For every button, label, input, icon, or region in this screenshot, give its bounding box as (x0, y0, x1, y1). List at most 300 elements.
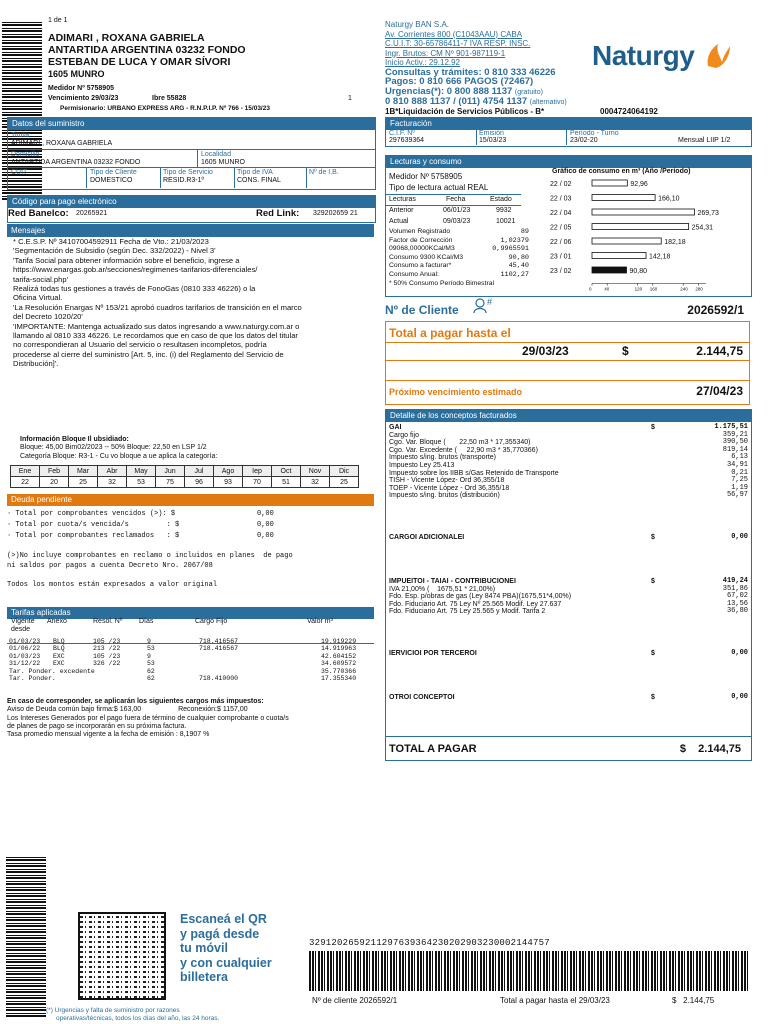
concept-label: TOEP - Vicente López - Ord 36,355/18 (389, 484, 510, 492)
chart-value-label: 92,96 (630, 181, 648, 188)
tarifas-col-header: Anexo (47, 618, 67, 625)
customer-street: ANTARTIDA ARGENTINA 03232 FONDO (48, 44, 246, 56)
concept-value: 13,56 (726, 599, 748, 608)
tarifas-cell: 326 /22 (93, 660, 121, 668)
concept-label: Fdo. Esp. p/obras de gas (Ley 8474 PBA)(1675,51*4,00%) (389, 593, 572, 601)
domicilio-label: Domicilio (11, 151, 40, 158)
chart-category-label: 22 / 02 (550, 181, 572, 188)
gratuito-label: (gratuito) (514, 88, 543, 96)
urg-line1: (*) Urgencias y falta de suministro por razones (46, 1007, 180, 1014)
lect-row-label: Consumo Anual: (389, 270, 439, 278)
concept-row (389, 462, 748, 470)
vencimiento-line: Vencimiento 29/03/23 (48, 95, 119, 102)
tarifas-cell: 53 (147, 660, 155, 668)
chart-bar (592, 238, 661, 244)
month-header-cell: Dic (330, 466, 359, 477)
concept-value: 36,80 (726, 607, 748, 616)
total-date: 29/03/23 (522, 344, 569, 358)
mensaje-line: Distribución]'. (13, 359, 59, 369)
concept-label: Impuesto sobre los IIBB s/Gas Retenido de Transporte (389, 469, 559, 477)
concept-row (389, 477, 748, 485)
cargos-title: CARGOI ADICIONALEI (389, 534, 465, 541)
lect-row-value: 1,02379 (500, 236, 529, 245)
alt-label: (alternativo) (529, 99, 567, 106)
deuda-row-label: · Total por comprobantes vencidos (>): $ (7, 510, 176, 518)
concept-row (389, 447, 748, 455)
lect-actual-estado: 10021 (496, 218, 516, 225)
localidad-label: Localidad (201, 151, 231, 158)
chart-category-label: 23 / 01 (550, 253, 572, 261)
month-header-cell: Abr (98, 466, 127, 477)
month-value-cell: 22 (11, 477, 40, 488)
company-address: Av. Corrientes 800 (C1043AAU) CABA (385, 29, 523, 39)
tarifas-row (9, 668, 374, 675)
company-inicio: Inicio Activ.: 29.12.92 (385, 58, 461, 67)
pagos-phone: Pagos: 0 810 666 PAGOS (72467) (385, 76, 534, 87)
tarifas-cell: 14.919963 (321, 645, 357, 653)
bloque-months-table (10, 465, 359, 488)
tarifas-col-header: Valor m³ (307, 618, 333, 625)
user-icon (473, 297, 495, 313)
tarifas-rows (9, 638, 374, 682)
month-value-cell: 96 (185, 477, 214, 488)
corresponder-info (7, 698, 289, 739)
month-value-cell: 32 (301, 477, 330, 488)
chart-category-label: 22 / 06 (550, 239, 572, 246)
mensaje-line: Oficina Virtual. (13, 293, 63, 303)
chart-bar (592, 253, 646, 259)
gas-rows (389, 432, 748, 500)
alt-phone: 0 810 888 1137 / (011) 4754 1137 (385, 96, 528, 107)
cargos-total: 0,00 (731, 533, 748, 541)
bloque-info (20, 436, 217, 461)
concept-label: Cgo. Var. Excedente ( 22,90 m3 * 35,770366) (389, 446, 538, 454)
month-value-cell: 25 (69, 477, 98, 488)
proximo-label: Próximo vencimiento estimado (389, 387, 523, 397)
cliente-line (385, 297, 750, 319)
tarifas-cell: 718.410000 (199, 674, 239, 682)
imp-row (389, 578, 748, 586)
bloque-line2: Categoría Bloque: R3-1 - Cu vo bloque a ue aplica la categoría: (20, 452, 218, 460)
lect-col-lecturas: Lecturas (389, 196, 416, 203)
tarifas-cell: Tar. Ponder. excedente (9, 667, 95, 675)
lect-row-value: 0,9965591 (492, 245, 529, 254)
mensaje-line: 'Tarifa Social para obtener información sobre el beneficio, ingrese a (13, 255, 240, 265)
total-label: Total a pagar hasta el (389, 326, 511, 340)
qr-code (78, 912, 166, 1000)
lect-col-estado: Estado (490, 196, 512, 203)
lecturas-header: Lecturas y consumo (386, 156, 751, 168)
chart-bar (592, 267, 627, 273)
chart-value-label: 166,10 (658, 195, 680, 203)
lect-row-label: Consumo 9300 KCal/M3 (389, 253, 464, 261)
imp-rows (389, 586, 748, 616)
gas-title: GAI (389, 424, 402, 431)
lect-col-fecha: Fecha (446, 196, 466, 203)
bloque-line1: Bloque: 45,00 Bim02/2023 -- 50% Bloque: 22,50 en LSP 1/2 (20, 444, 207, 452)
servicios-sign: $ (651, 650, 655, 657)
month-value-cell: 53 (127, 477, 156, 488)
grand-total-value: $ 2.144,75 (679, 743, 741, 755)
lect-medidor: Medidor Nº 5758905 (389, 172, 463, 181)
concept-value: 56,97 (726, 491, 748, 500)
lect-row-label: * 50% Consumo Período Bimestral (389, 279, 495, 287)
lect-summary (389, 228, 529, 288)
lect-actual-label: Actual (389, 218, 409, 225)
liquidacion-number: 0004724064192 (600, 107, 658, 116)
chart-tick-label: 0 (589, 286, 592, 292)
chart-bar (592, 195, 655, 201)
deuda-row (7, 520, 374, 531)
payment-code: 3291202659211297639364230202903230002144757 (309, 938, 550, 948)
lect-row-label: Volumen Registrado (389, 228, 451, 235)
month-header-cell: Oct (272, 466, 301, 477)
concept-row (389, 492, 748, 500)
tarifas-cell: 34.609572 (321, 660, 357, 668)
page-number: 1 de 1 (48, 17, 68, 24)
tarifas-cell: 01/06/22 (9, 645, 41, 653)
urgencias-phone: Urgencias(*): 0 800 888 1137 (385, 85, 513, 97)
imp-total: 419,24 (722, 577, 748, 585)
mensaje-line: 'IMPORTANTE: Mantenga actualizado sus datos ingresando a www.naturgy.com.ar o (13, 321, 300, 331)
ib-label: Nº de I.B. (309, 169, 339, 176)
chart-tick-label: 120 (634, 286, 643, 292)
tarifas-row (9, 653, 374, 660)
tarifas-cell: 19.919229 (321, 638, 357, 645)
customer-name: ADIMARI , ROXANA GABRIELA (48, 32, 205, 44)
total-box (385, 321, 750, 405)
mensajes-text (13, 237, 302, 369)
total-amount: 2.144,75 (696, 344, 743, 358)
deuda-note2: ni saldos por pagos a cuenta Decreto Nro. 2067/08 (7, 562, 213, 570)
mensajes-header: Mensajes (7, 225, 374, 237)
concept-value: 390,50 (722, 438, 748, 447)
lect-row-value: 90,80 (508, 253, 529, 262)
concept-row (389, 586, 748, 594)
concept-row (389, 601, 748, 609)
lect-row (389, 280, 529, 289)
qr-text-3: tu móvil (180, 941, 228, 955)
pago-header: Código para pago electrónico (8, 196, 375, 208)
tarifas-cell: 01/03/23 (9, 652, 41, 660)
cif-label: C.I.F. Nº (389, 130, 415, 137)
tipo-servicio-value: RESID.R3-1º (163, 177, 205, 184)
chart-bar (592, 209, 694, 215)
concept-value: 6,13 (731, 453, 748, 462)
corresponder-fees (7, 706, 289, 714)
mensaje-line: no correspondieran al Usuario del servicio o resultasen incompletos, podría (13, 340, 267, 350)
concept-value: 7,25 (731, 476, 748, 485)
qr-text-2: y pagá desde (180, 926, 260, 941)
chart-bar (592, 224, 689, 230)
naturgy-logo (592, 40, 694, 72)
lect-row-label: Consumo a facturar* (389, 262, 452, 270)
tipo-cliente-value: DOMESTICO (90, 177, 133, 184)
cif-value: 297639364 (389, 137, 425, 144)
pago-panel (7, 195, 376, 223)
chart-tick-label: 40 (604, 286, 610, 292)
concept-label: IVA 21,00% ( 1675,51 * 21,00%) (389, 585, 496, 593)
tarifas-cell: 718.416567 (199, 645, 239, 653)
concept-row (389, 439, 748, 447)
emision-value: 15/03/23 (479, 137, 507, 144)
mensaje-line: llamando al 0810 333 46226. Le recordamos que en caso de que los datos del titular (13, 331, 298, 341)
mensaje-line: tarifa-social.php' (13, 274, 69, 284)
tarifas-cell: 62 (147, 667, 155, 675)
tarifas-col-header: Cargo Fijo (195, 618, 228, 625)
concept-label: Impuesto Ley 25.413 (389, 461, 455, 469)
footer-cliente: Nº de cliente 2026592/1 (312, 996, 398, 1005)
lect-row (389, 262, 529, 271)
month-value-cell: 20 (40, 477, 69, 488)
lect-anterior-estado: 9932 (496, 207, 512, 214)
alt-line (385, 97, 567, 108)
deuda-row (7, 531, 374, 542)
month-value-cell: 75 (156, 477, 185, 488)
concept-row (389, 608, 748, 616)
deuda-rows (7, 509, 374, 542)
titular-value: ADIMARI , ROXANA GABRIELA (11, 140, 113, 147)
corresponder-title: En caso de corresponder, se aplicarán los siguientes cargos más impuestos: (7, 698, 264, 705)
tarifas-panel (7, 607, 374, 682)
month-header-cell: Iep (243, 466, 272, 477)
deuda-row (7, 509, 374, 520)
facturacion-panel (385, 117, 752, 147)
localidad-value: 1605 MUNRO (201, 159, 245, 166)
lect-row (389, 228, 529, 237)
suministro-header: Datos del suministro (8, 118, 375, 130)
customer-city: 1605 MUNRO (48, 69, 105, 79)
deuda-row-label: · Total por cuota/s vencida/s : $ (7, 521, 180, 529)
corresponder-l1: Los Intereses Generados por el pago fuera de término de cualquier comprobante o cuota/s (7, 714, 289, 722)
chart-category-label: 22 / 04 (550, 210, 572, 217)
month-header-cell: Nov (301, 466, 330, 477)
concept-value: 351,86 (722, 584, 748, 593)
total-currency: $ (622, 344, 629, 358)
tarifas-row (9, 660, 374, 667)
chart-category-label: 22 / 03 (550, 195, 572, 203)
deuda-row-label: · Total por comprobantes reclamados : $ (7, 532, 180, 540)
concept-row (389, 485, 748, 493)
titular-label: Titular (11, 132, 31, 139)
grand-total-label: TOTAL A PAGAR (389, 743, 477, 755)
cargos-row (389, 534, 748, 542)
concept-row (389, 432, 748, 440)
deuda-row-value: 0,00 (257, 521, 274, 529)
chart-value-label: 90,80 (629, 268, 648, 275)
mensaje-line: https://www.enargas.gob.ar/secciones/regimenes-tarifarios-diferenciales/ (13, 265, 258, 275)
company-ingr: Ingr. Brutos: CM Nº 901-987119-1 (385, 48, 506, 58)
servicios-total: 0,00 (731, 649, 748, 657)
tarifas-cell: BLQ (53, 645, 65, 653)
tarifas-row (9, 645, 374, 652)
cliente-label: Nº de Cliente (385, 303, 459, 317)
logo-text: Naturgy (592, 40, 695, 71)
month-header-cell: May (127, 466, 156, 477)
tarifas-cell: 9 (147, 652, 151, 660)
mensaje-line: del Decreto 1020/20' (13, 312, 83, 322)
tarifas-cell: Tar. Ponder. (9, 674, 56, 682)
concept-label: Impuesto s/ing. brutos (transporte) (389, 454, 496, 462)
mensaje-line: Realizá todas tus gestiones a través de FonoGas (0810 333 46226) o la (13, 284, 256, 294)
tipo-cliente-label: Tipo de Cliente (90, 169, 137, 176)
gas-total: 1.175,51 (714, 423, 748, 431)
chart-category-label: 22 / 05 (550, 224, 572, 232)
mensaje-line: 'Segmentación de Subsidio (según Dec. 332/2022) - Nivel 3' (13, 246, 216, 256)
months-value-row (11, 477, 359, 488)
concept-label: TISH - Vicente López- Ord 36,355/18 (389, 477, 505, 485)
concept-value: 0,21 (731, 468, 748, 477)
month-header-cell: Mar (69, 466, 98, 477)
chart-tick-label: 160 (649, 286, 658, 292)
aviso-fee: Aviso de Deuda común bajo firma:$ 163,00 (7, 706, 142, 714)
chart-bar (592, 180, 627, 186)
concept-value: 34,91 (726, 460, 748, 469)
concept-row (389, 454, 748, 462)
month-value-cell: 32 (98, 477, 127, 488)
link-value: 329202659 21 (313, 210, 358, 217)
urgencias-note (46, 1007, 219, 1022)
concept-row (389, 593, 748, 601)
tipo-iva-value: CONS. FINAL (237, 177, 281, 184)
link-label: Red Link: (256, 208, 300, 219)
lect-anterior-label: Anterior (389, 207, 414, 214)
month-header-cell: Jun (156, 466, 185, 477)
consultas-phone: Consultas y trámites: 0 810 333 46226 (385, 66, 556, 78)
lect-row-value: 1102,27 (500, 270, 529, 279)
footer-total: Total a pagar hasta el 29/03/23 (500, 996, 610, 1005)
lect-anterior-fecha: 06/01/23 (443, 207, 471, 214)
tarifas-cell: 31/12/22 (9, 660, 41, 668)
chart-value-label: 182,18 (664, 239, 686, 246)
otros-total: 0,00 (731, 693, 748, 701)
mensaje-line: 'La Resolución Enargas Nº 153/21 aprobó cuadros tarifarios de transición en el marco (13, 302, 302, 312)
lecturas-panel (385, 155, 752, 297)
gas-row (389, 424, 748, 432)
proximo-date: 27/04/23 (696, 384, 743, 398)
month-value-cell: 51 (272, 477, 301, 488)
tarifas-row (9, 675, 374, 682)
month-header-cell: Ene (11, 466, 40, 477)
concept-label: Cargo fijo (389, 431, 419, 439)
ibre-line: Ibre 55828 (152, 95, 187, 102)
corresponder-l2: de planes de pago se incorporarán en su próxima factura. (7, 722, 187, 730)
month-header-cell: Feb (40, 466, 69, 477)
tarifas-cell: EXC (53, 660, 65, 668)
tarifas-cell: 213 /22 (93, 645, 121, 653)
chart-tick-label: 240 (680, 286, 688, 292)
month-header-cell: Jul (185, 466, 214, 477)
cuit-label: CUIT (11, 169, 28, 176)
lect-row-value: 45,40 (508, 262, 529, 271)
tarifas-cell: 718.416567 (199, 638, 239, 645)
tarifas-cell: 105 /23 (93, 652, 121, 660)
domicilio-value: ANTARTIDA ARGENTINA 03232 FONDO (11, 159, 141, 166)
chart-value-label: 269,73 (697, 210, 719, 217)
tipo-iva-label: Tipo de IVA (237, 169, 273, 176)
medidor-line: Medidor Nº 5758905 (48, 85, 114, 92)
imp-title: IMPUEITOI - TAIAI - CONTRIBUCIONEI (389, 578, 516, 585)
tarifas-cell: EXC (53, 652, 65, 660)
qr-text-5: billetera (180, 970, 228, 984)
bottom-vertical-barcode (6, 857, 46, 1017)
consumo-chart (546, 176, 746, 294)
concept-value: 359,21 (722, 430, 748, 439)
svg-text:#: # (487, 297, 493, 307)
cliente-value: 2026592/1 (687, 303, 744, 317)
logo-flame-icon (704, 36, 732, 70)
periodo-value: 23/02-20 (570, 137, 598, 144)
lect-row (389, 254, 529, 263)
facturacion-header: Facturación (386, 118, 751, 130)
tarifas-cell: 9 (147, 638, 151, 645)
tarifas-cell: 62 (147, 674, 155, 682)
mensaje-line: procederse al cierre del suministro [Art. 5, inc. (i) del Reglamento del Servicio de (13, 349, 284, 359)
servicios-row (389, 650, 748, 658)
month-value-cell: 93 (214, 477, 243, 488)
month-value-cell: 70 (243, 477, 272, 488)
chart-tick-label: 280 (695, 286, 703, 292)
lect-row-label: 09068,00000KCal/M3 (389, 245, 455, 253)
tarifas-cell: 35.770366 (321, 667, 357, 675)
concept-value: 1,19 (731, 483, 748, 492)
deuda-row-value: 0,00 (257, 510, 274, 518)
chart-title: Gráfico de consumo en m³ (Año /Período) (552, 168, 691, 175)
lect-tipo: Tipo de lectura actual REAL (389, 183, 489, 192)
otros-title: OTROI CONCEPTOI (389, 694, 455, 701)
deuda-header: Deuda pendiente (7, 494, 374, 506)
periodo-label: Período - Turno (570, 130, 619, 137)
company-info (385, 20, 567, 108)
lect-row-label: Factor de Corrección (389, 236, 453, 244)
tarifas-cell: 17.355340 (321, 674, 357, 682)
month-header-cell: Ago (214, 466, 243, 477)
one-mark: 1 (348, 95, 352, 102)
deuda-row-value: 0,00 (257, 532, 274, 540)
lect-row (389, 237, 529, 246)
tarifas-cell: 42.604152 (321, 652, 357, 660)
lect-row (389, 271, 529, 280)
otros-row (389, 694, 748, 702)
concept-row (389, 470, 748, 478)
concept-label: Fdo. Fiduciario Art. 75 Ley 25.565 y Modif. Tarifa 2 (389, 608, 546, 616)
deuda-note3: Todos los montos están expresados a valor original (7, 581, 218, 589)
reconexion-fee: Reconexión:$ 1157,00 (178, 706, 248, 714)
chart-value-label: 142,18 (649, 253, 671, 261)
lect-row (389, 245, 529, 254)
corresponder-l3: Tasa promedio mensual vigente a la fecha de emisión : 8,1907 % (7, 731, 210, 739)
concept-label: Fdo. Fiduciario Art. 75 Ley Nº 25.565 Modif. Ley 27.637 (389, 600, 562, 608)
conceptos-panel (385, 409, 752, 761)
permisionario-line: Permisionario: URBANO EXPRESS ARG - R.N.P.I.P. Nº 766 - 15/03/23 (60, 105, 270, 112)
concept-label: Impuesto s/ing. brutos (distribución) (389, 492, 500, 500)
tipo-servicio-label: Tipo de Servicio (163, 169, 213, 176)
emision-label: Emisión (479, 130, 504, 137)
tarifas-col-header: Vigente desde (11, 618, 35, 633)
tarifas-col-header: Resol. Nº (93, 618, 123, 625)
tarifas-cell: 105 /23 (93, 638, 121, 645)
liquidacion-line (385, 107, 750, 116)
chart-category-label: 23 / 02 (550, 268, 572, 275)
concept-label: Cgo. Var. Bloque ( 22,50 m3 * 17,355340) (389, 439, 531, 447)
lect-row-value: 89 (520, 228, 529, 236)
payment-barcode (309, 951, 750, 991)
banelco-label: Red Banelco: (8, 208, 69, 219)
tarifas-cell: 01/03/23 (9, 638, 41, 645)
chart-value-label: 254,31 (691, 224, 714, 232)
lect-actual-fecha: 09/03/23 (443, 218, 471, 225)
cargos-sign: $ (651, 534, 655, 541)
